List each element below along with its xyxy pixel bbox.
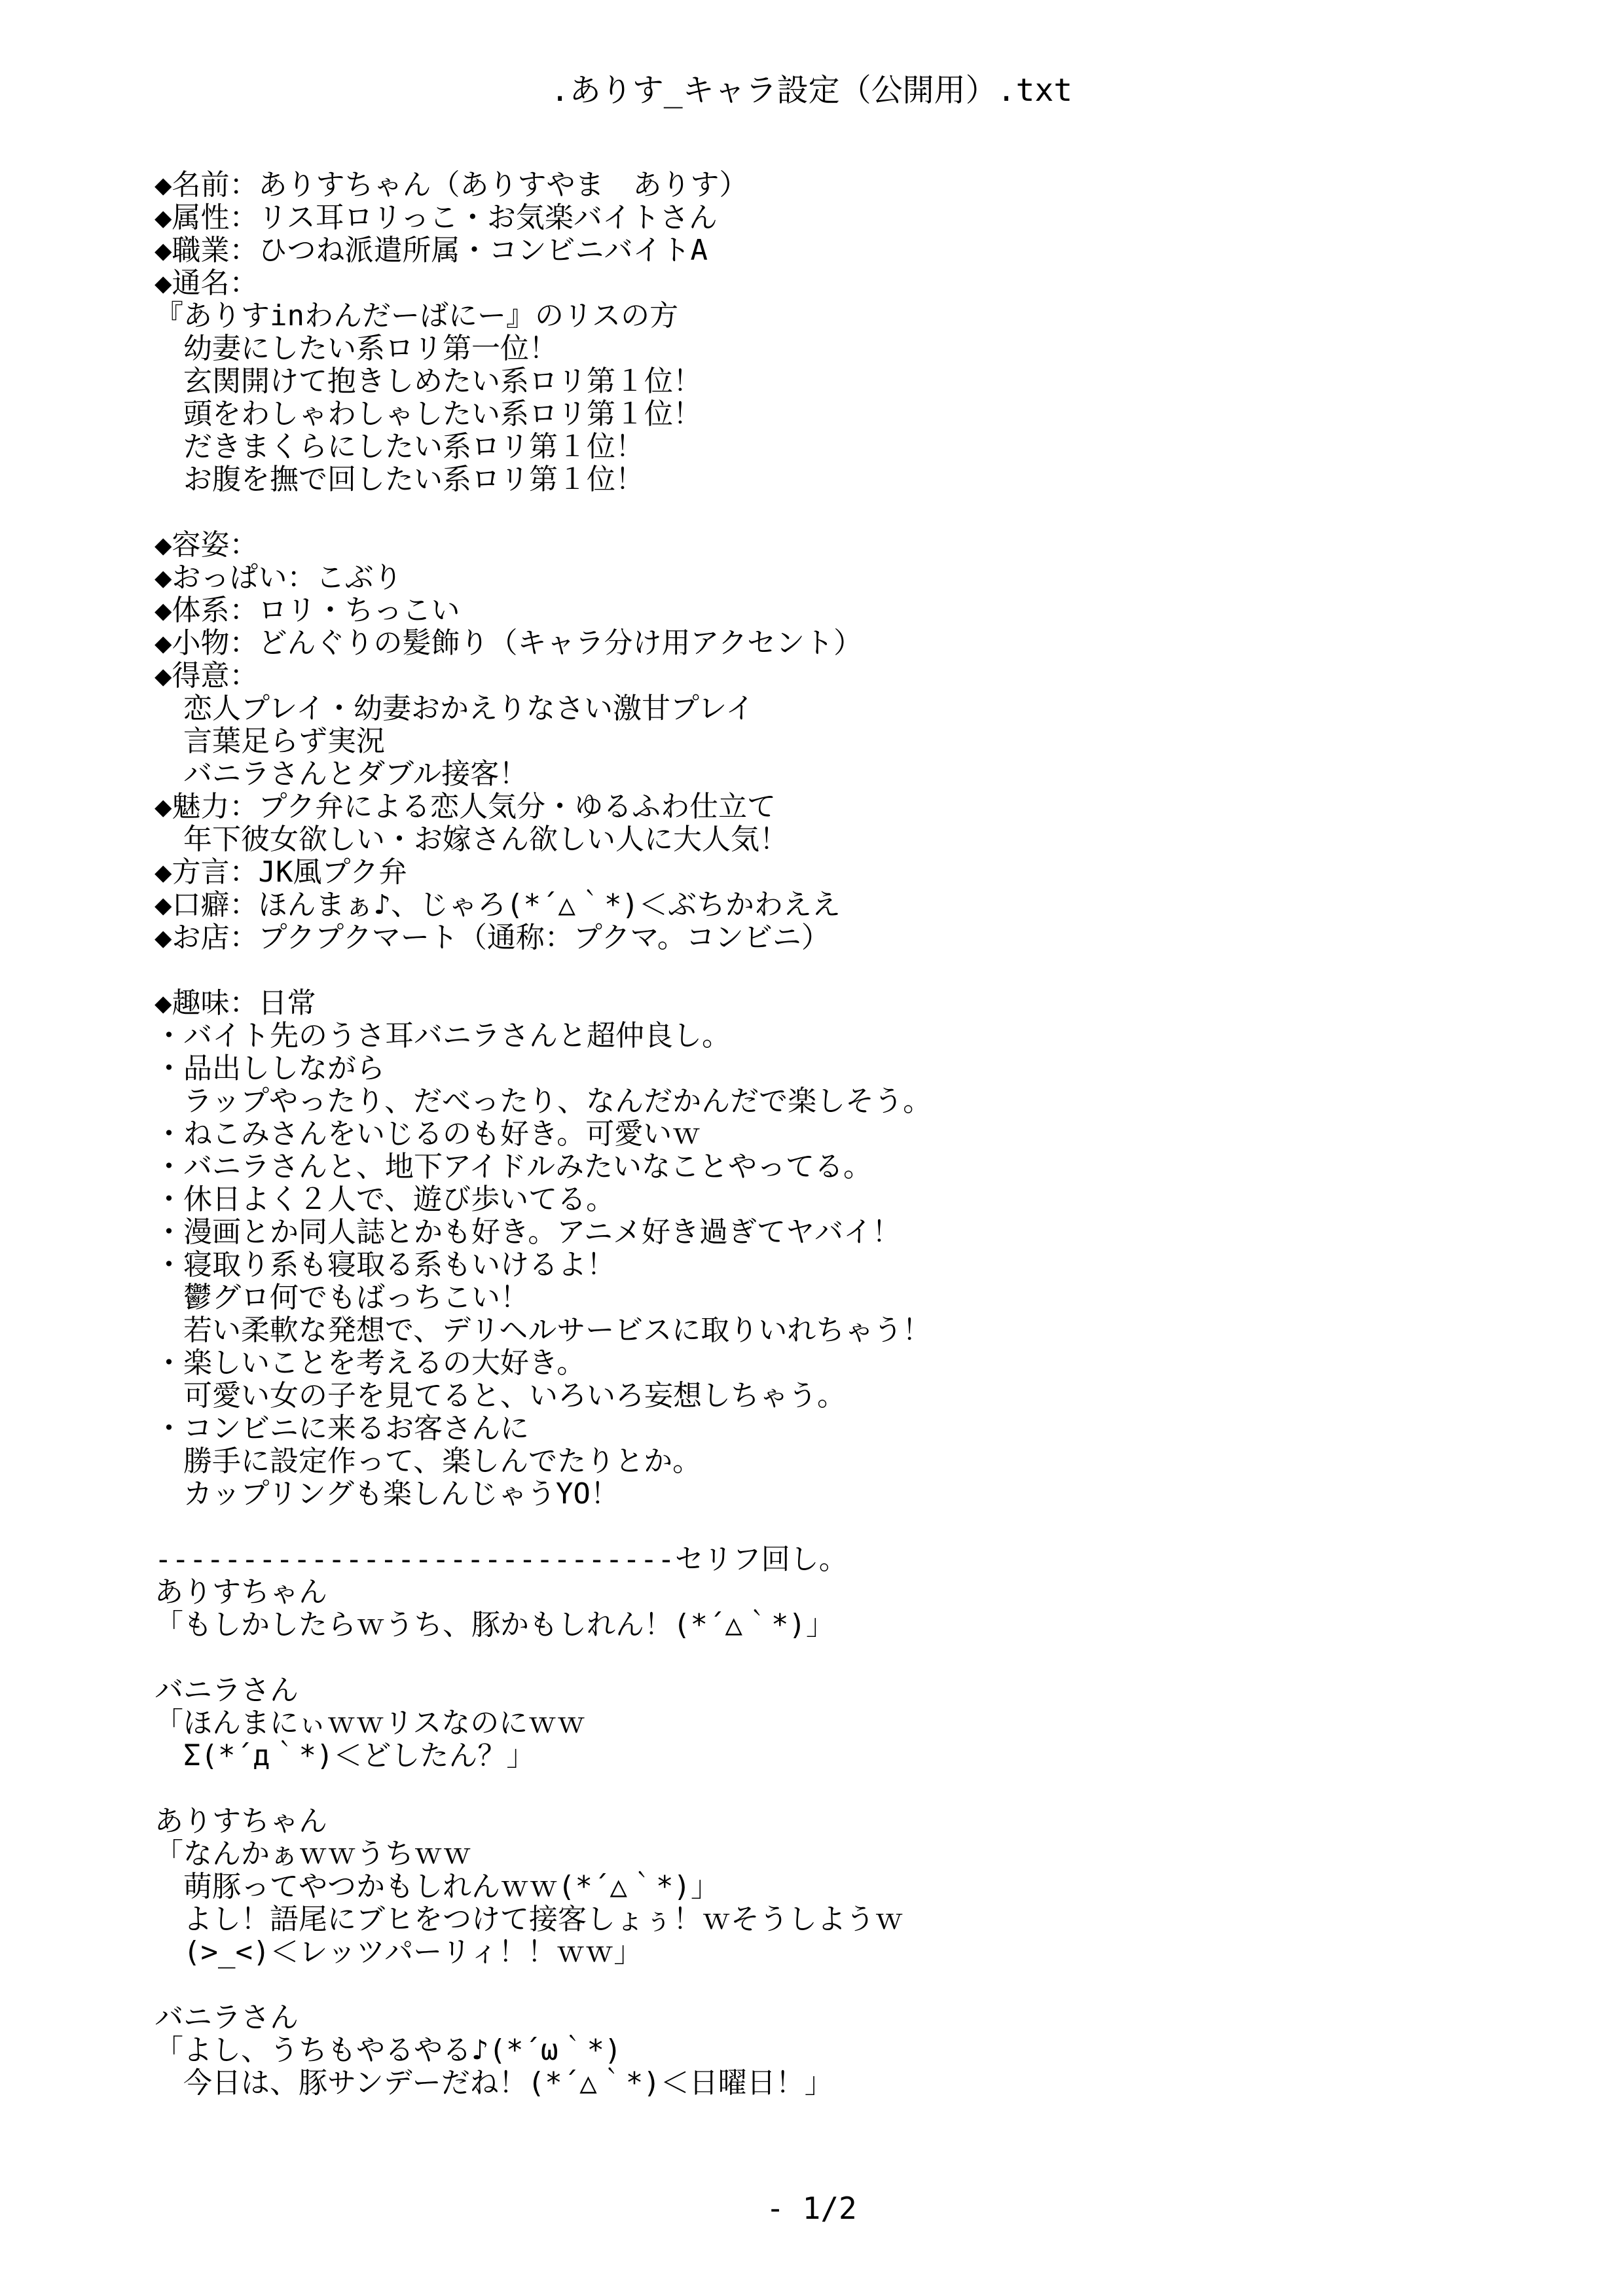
text-line: ・コンビニに来るお客さんに <box>155 1412 529 1445</box>
text-line: カップリングも楽しんじゃうYO！ <box>155 1477 619 1511</box>
speaker-name: ありすちゃん <box>155 1804 327 1838</box>
text-line: 鬱グロ何でもばっちこい！ <box>155 1281 529 1314</box>
blank-line <box>155 496 1542 529</box>
text-line: ・漫画とか同人誌とかも好き。アニメ好き過ぎてヤバイ！ <box>155 1215 902 1249</box>
text-line: ◆方言：JK風プク弁 <box>155 855 408 889</box>
text-line: 年下彼女欲しい・お嫁さん欲しい人に大人気！ <box>155 823 788 856</box>
section-divider: ------------------------------セリフ回し。 <box>155 1543 848 1576</box>
page-number: - 1/2 <box>766 2191 857 2226</box>
text-line: だきまくらにしたい系ロリ第１位！ <box>155 430 644 463</box>
text-line: ・バイト先のうさ耳バニラさんと超仲良し。 <box>155 1019 731 1052</box>
text-line: 『ありすinわんだーばにー』のリスの方 <box>155 299 679 332</box>
text-line: ◆お店：プクプクマート（通称：プクマ。コンビニ） <box>155 921 830 954</box>
dialogue-line: 「なんかぁｗｗうちｗｗ <box>155 1837 471 1871</box>
text-line: ◆職業：ひつね派遣所属・コンビニバイトA <box>155 234 708 267</box>
dialogue-line: (>_<)＜レッツパーリィ！！ｗｗ」 <box>155 1935 643 1969</box>
text-line: ◆属性：リス耳ロリっこ・お気楽バイトさん <box>155 201 718 234</box>
text-line: ・バニラさんと、地下アイドルみたいなことやってる。 <box>155 1150 873 1183</box>
text-line: ◆魅力：プク弁による恋人気分・ゆるふわ仕立て <box>155 790 776 823</box>
text-line: ◆小物：どんぐりの髪飾り（キャラ分け用アクセント） <box>155 626 863 660</box>
speaker-name: ありすちゃん <box>155 1575 327 1609</box>
document-body <box>155 169 1542 2100</box>
text-line: お腹を撫で回したい系ロリ第１位！ <box>155 463 644 496</box>
text-line: ◆名前：ありすちゃん（ありすやま ありす） <box>155 168 748 202</box>
text-line: 勝手に設定作って、楽しんでたりとか。 <box>155 1444 702 1478</box>
text-line: 恋人プレイ・幼妻おかえりなさい激甘プレイ <box>155 692 755 725</box>
dialogue-line: 「よし、うちもやるやる♪(*´ω｀*) <box>155 2034 622 2067</box>
blank-line <box>155 1772 1542 1805</box>
text-line: ◆口癖：ほんまぁ♪、じゃろ(*´△｀*)＜ぶちかわええ <box>155 888 841 922</box>
text-line: 可愛い女の子を見てると、いろいろ妄想しちゃう。 <box>155 1379 846 1412</box>
blank-line <box>155 1969 1542 2001</box>
text-line: ◆体系：ロリ・ちっこい <box>155 594 460 627</box>
blank-line <box>155 1511 1542 1543</box>
dialogue-line: 「ほんまにぃｗｗリスなのにｗｗ <box>155 1706 586 1740</box>
text-line: ◆おっぱい：こぶり <box>155 561 403 594</box>
dialogue-line: 萌豚ってやつかもしれんｗｗ(*´△｀*)」 <box>155 1870 720 1903</box>
document-title: .ありす_キャラ設定（公開用）.txt <box>550 72 1073 109</box>
speaker-name: バニラさん <box>155 2001 299 2034</box>
text-line: ◆趣味：日常 <box>155 986 316 1020</box>
dialogue-line: 「もしかしたらｗうち、豚かもしれん！(*´△｀*)」 <box>155 1608 835 1641</box>
text-line: ラップやったり、だべったり、なんだかんだで楽しそう。 <box>155 1085 932 1118</box>
dialogue-line: 今日は、豚サンデーだね！(*´△｀*)＜日曜日！」 <box>155 2066 833 2100</box>
text-line: 頭をわしゃわしゃしたい系ロリ第１位！ <box>155 397 702 431</box>
dialogue-line: よし！語尾にブヒをつけて接客しょぅ！ｗそうしようｗ <box>155 1903 903 1936</box>
text-line: 幼妻にしたい系ロリ第一位！ <box>155 332 558 365</box>
dialogue-line: Σ(*´д｀*)＜どしたん？」 <box>155 1739 536 1772</box>
blank-line <box>155 954 1542 987</box>
text-line: ◆容姿： <box>155 528 259 562</box>
text-line: ・ねこみさんをいじるのも好き。可愛いｗ <box>155 1117 701 1151</box>
text-line: 玄関開けて抱きしめたい系ロリ第１位！ <box>155 365 702 398</box>
text-line: ・楽しいことを考えるの大好き。 <box>155 1346 586 1380</box>
text-line: ・休日よく２人で、遊び歩いてる。 <box>155 1183 615 1216</box>
text-line: 若い柔軟な発想で、デリヘルサービスに取りいれちゃう！ <box>155 1314 932 1347</box>
text-line: バニラさんとダブル接客！ <box>155 757 528 791</box>
blank-line <box>155 1641 1542 1674</box>
text-line: ・品出ししながら <box>155 1052 385 1085</box>
text-line: ◆得意： <box>155 659 259 692</box>
text-line: ◆通名： <box>155 266 259 300</box>
text-line: ・寝取り系も寝取る系もいけるよ！ <box>155 1248 615 1282</box>
speaker-name: バニラさん <box>155 1674 299 1707</box>
text-line: 言葉足らず実況 <box>155 725 385 758</box>
